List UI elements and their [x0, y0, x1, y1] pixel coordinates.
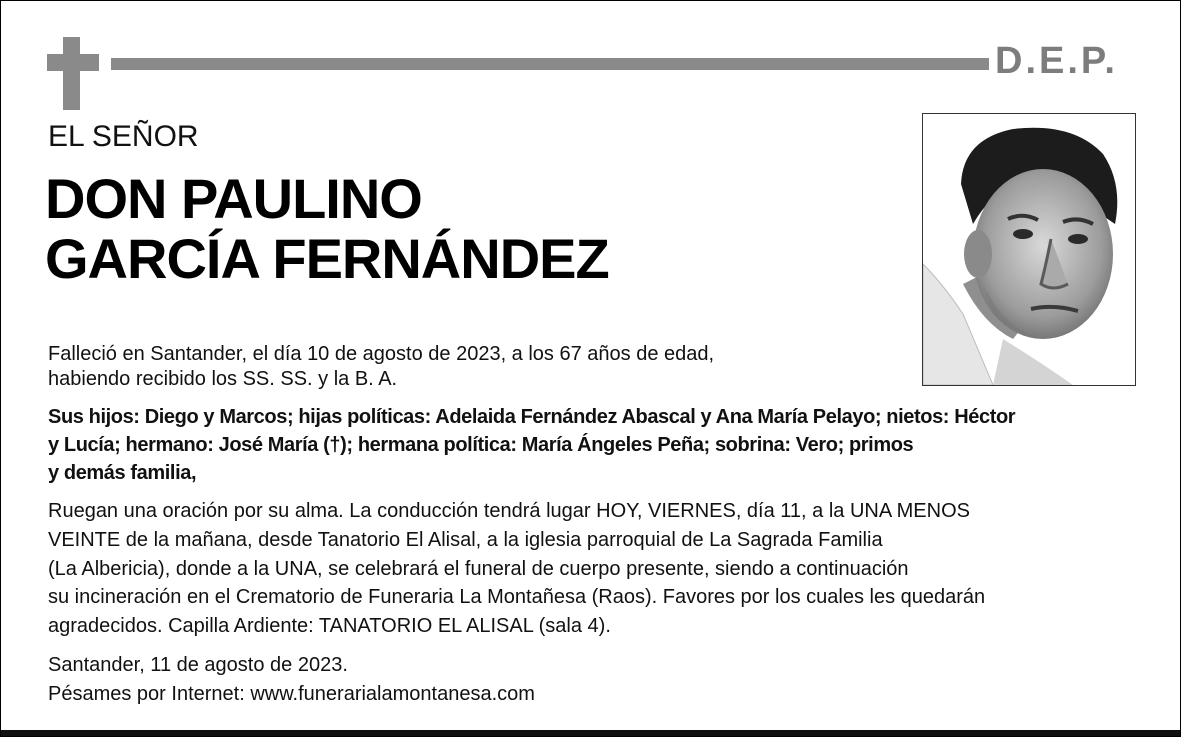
place-date: Santander, 11 de agosto de 2023. [48, 654, 348, 676]
family-line: y demás familia, [48, 462, 197, 484]
family-line: Sus hijos: Diego y Marcos; hijas políticas: Adelaida Fernández Abascal y Ana María Pelayo; nietos: Héctor [48, 406, 1016, 428]
ceremony-line: VEINTE de la mañana, desde Tanatorio El Alisal, a la iglesia parroquial de La Sagrada Familia [48, 529, 883, 551]
ceremony-line: Ruegan una oración por su alma. La conducción tendrá lugar HOY, VIERNES, día 11, a la UNA MENOS [48, 500, 970, 522]
cross-icon [47, 37, 101, 111]
death-notice-line: habiendo recibido los SS. SS. y la B. A. [48, 368, 398, 390]
dep-label: D.E.P. [995, 40, 1118, 82]
family-line: y Lucía; hermano: José María (†); hermana política: María Ángeles Peña; sobrina: Vero; primos [48, 434, 914, 456]
ceremony-line: agradecidos. Capilla Ardiente: TANATORIO EL ALISAL (sala 4). [48, 615, 611, 637]
header-rule [111, 58, 989, 70]
bottom-rule [1, 730, 1181, 737]
deceased-name-line-2: GARCÍA FERNÁNDEZ [45, 227, 609, 290]
death-notice-line: Falleció en Santander, el día 10 de agosto de 2023, a los 67 años de edad, [48, 343, 715, 365]
ceremony-line: (La Albericia), donde a la UNA, se celebrará el funeral de cuerpo presente, siendo a continuación [48, 558, 909, 580]
condolences-link[interactable]: Pésames por Internet: www.funerarialamontanesa.com [48, 683, 535, 705]
deceased-photo [922, 113, 1136, 386]
deceased-name-line-1: DON PAULINO [45, 167, 422, 230]
honorific: EL SEÑOR [48, 120, 199, 153]
ceremony-line: su incineración en el Crematorio de Funeraria La Montañesa (Raos). Favores por los cuales les quedarán [48, 586, 986, 608]
